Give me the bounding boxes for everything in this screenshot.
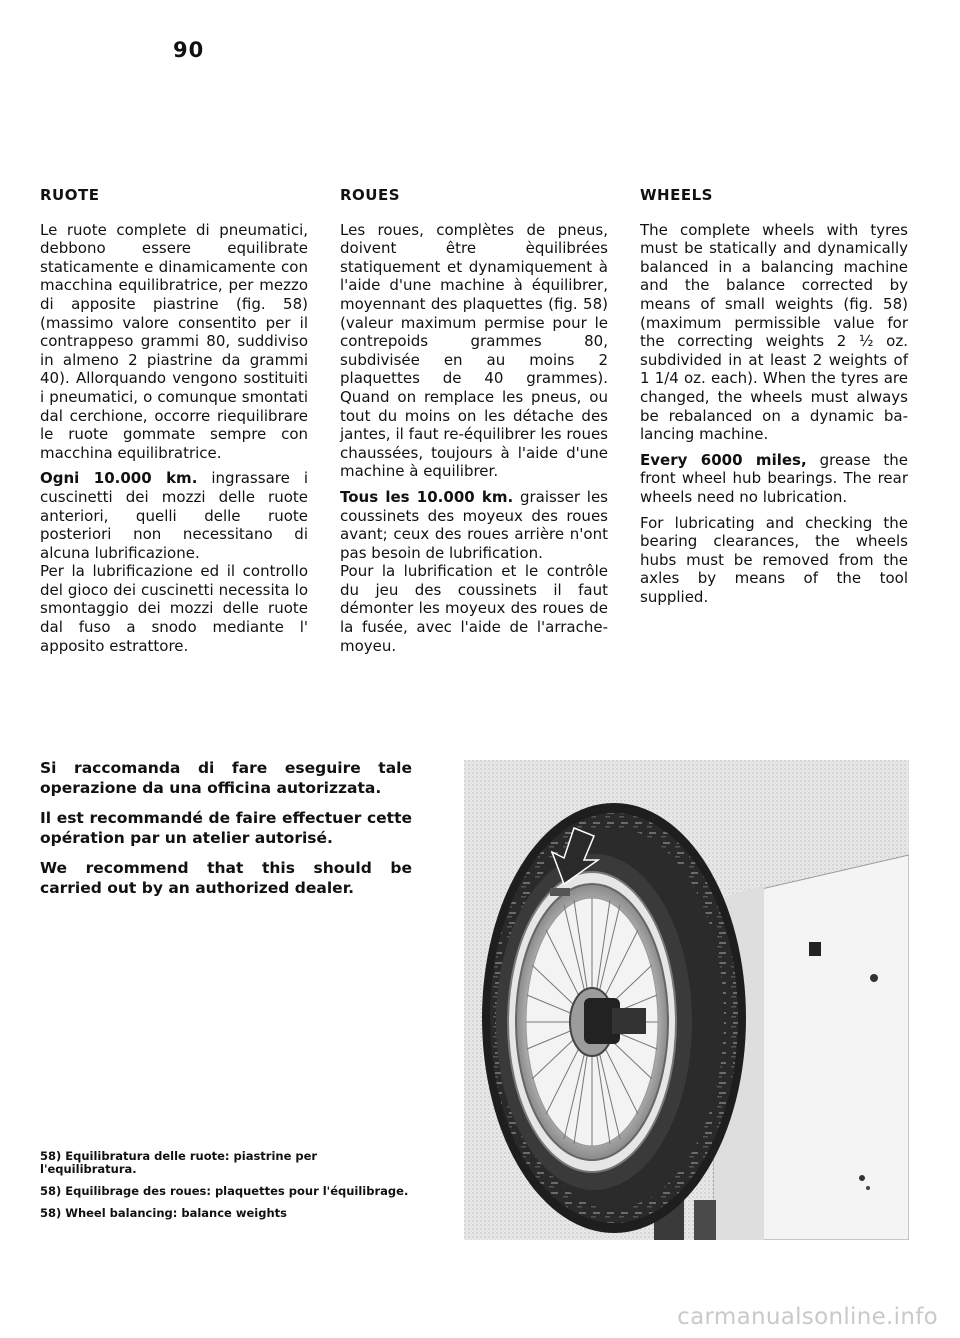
column-french <box>340 186 608 662</box>
caption-french: 58) Equilibrage des roues: plaquettes pour l'équilibrage. <box>40 1184 409 1198</box>
paragraph-hub-removal-italian: Per la lubrificazione ed il controllo del gioco dei cuscinetti necessita lo smontaggio dei mozzi delle ruote dal fuso a snodo mediante l' apposito estrattore. <box>40 562 308 655</box>
caption-english: 58) Wheel balancing: balance weights <box>40 1206 287 1220</box>
watermark: carmanualsonline.info <box>677 1304 938 1330</box>
paragraph-lubrication-english <box>640 451 908 507</box>
paragraph-balancing-english: The complete wheels with tyres must be statically and dynamically balanced in a balancing machine and the balance corrected by means of small weights (fig. 58) (maximum permissible value for the correcting weights 2 ½ oz. subdivided in at least 2 weights of 1 1/4 oz. each). When the tyres are changed, the wheels must always be rebalanced on a dynamic balancing machine. <box>640 220 908 444</box>
paragraph-lubrication-italian <box>40 469 308 562</box>
interval-label-italian: Ogni 10.000 km. <box>40 469 198 488</box>
column-italian <box>40 186 308 662</box>
caption-italian: 58) Equilibratura delle ruote: piastrine per l'equilibratura. <box>40 1149 318 1176</box>
warning-italian: Si raccomanda di fare eseguire tale operazione da una officina autorizzata. <box>40 759 412 797</box>
section-title-english: WHEELS <box>640 186 713 204</box>
warning-french: Il est recommandé de faire effectuer cette opération par un atelier autorisé. <box>40 809 412 847</box>
figure-caption <box>40 1150 412 1229</box>
warning-english: We recommend that this should be carried out by an authorized dealer. <box>40 859 412 897</box>
interval-text-english: grease the front wheel hub bearings. The rear wheels need no lubrication. <box>640 450 908 506</box>
paragraph-hub-removal-english: For lubricating and checking the bearing clearances, the wheels hubs must be removed from the axles by means of the tool supplied. <box>640 513 908 606</box>
section-title-italian: RUOTE <box>40 186 100 204</box>
machine-knob-icon <box>809 942 821 956</box>
warning-block <box>40 758 412 908</box>
interval-text-french: graisser les coussinets des moyeux des roues avant; ceux des roues arrière n'ont pas besoin de lubrification. <box>340 487 608 562</box>
page-number: 90 <box>173 38 205 62</box>
wheel-balancing-illustration <box>464 760 909 1240</box>
interval-label-english: Every 6000 miles, <box>640 450 807 469</box>
column-english <box>640 186 908 613</box>
interval-label-french: Tous les 10.000 km. <box>340 487 514 506</box>
figure-wheel-balancing <box>464 760 909 1240</box>
paragraph-lubrication-french <box>340 488 608 562</box>
paragraph-balancing-french: Les roues, complètes de pneus, doivent être èquilibrées statiquement et dynamiquement à l'aide d'une machine à équilibrer, moyennant des plaquettes (fig. 58) (valeur maximum permise pour le contrepoids grammes 80, subdivisée en au moins 2 plaquettes de 40 grammes). Quand on remplace les pneus, ou tout du moins on les détache des jantes, il faut re-équilibrer les roues chaussées, toujours à l'aide d'une machine à equilibrer. <box>340 220 608 481</box>
paragraph-hub-removal-french: Pour la lubrification et le contrôle du jeu des coussinets il faut démonter les moyeux des roues de la fusée, avec l'aide de l'arrache-moyeu. <box>340 562 608 655</box>
balance-weight-icon <box>550 888 570 896</box>
interval-text-italian: ingrassare i cuscinetti dei mozzi delle ruote anteriori, quelli delle ruote posteriori non necessitano di alcuna lubrificazione. <box>40 469 308 562</box>
paragraph-balancing-italian: Le ruote complete di pneumatici, debbono essere equilibrate staticamente e dinamicamente con macchina equilibratrice, per mezzo di apposite piastrine (fig. 58) (massimo valore consentito per il contrappeso grammi 80, suddiviso in almeno 2 piastrine da grammi 40). Allorquando vengono sostituiti i pneumatici, o comunque smontati dal cerchione, occorre riequilibrare le ruote gommate sempre con macchina equilibratrice. <box>40 220 308 462</box>
section-title-french: ROUES <box>340 186 401 204</box>
